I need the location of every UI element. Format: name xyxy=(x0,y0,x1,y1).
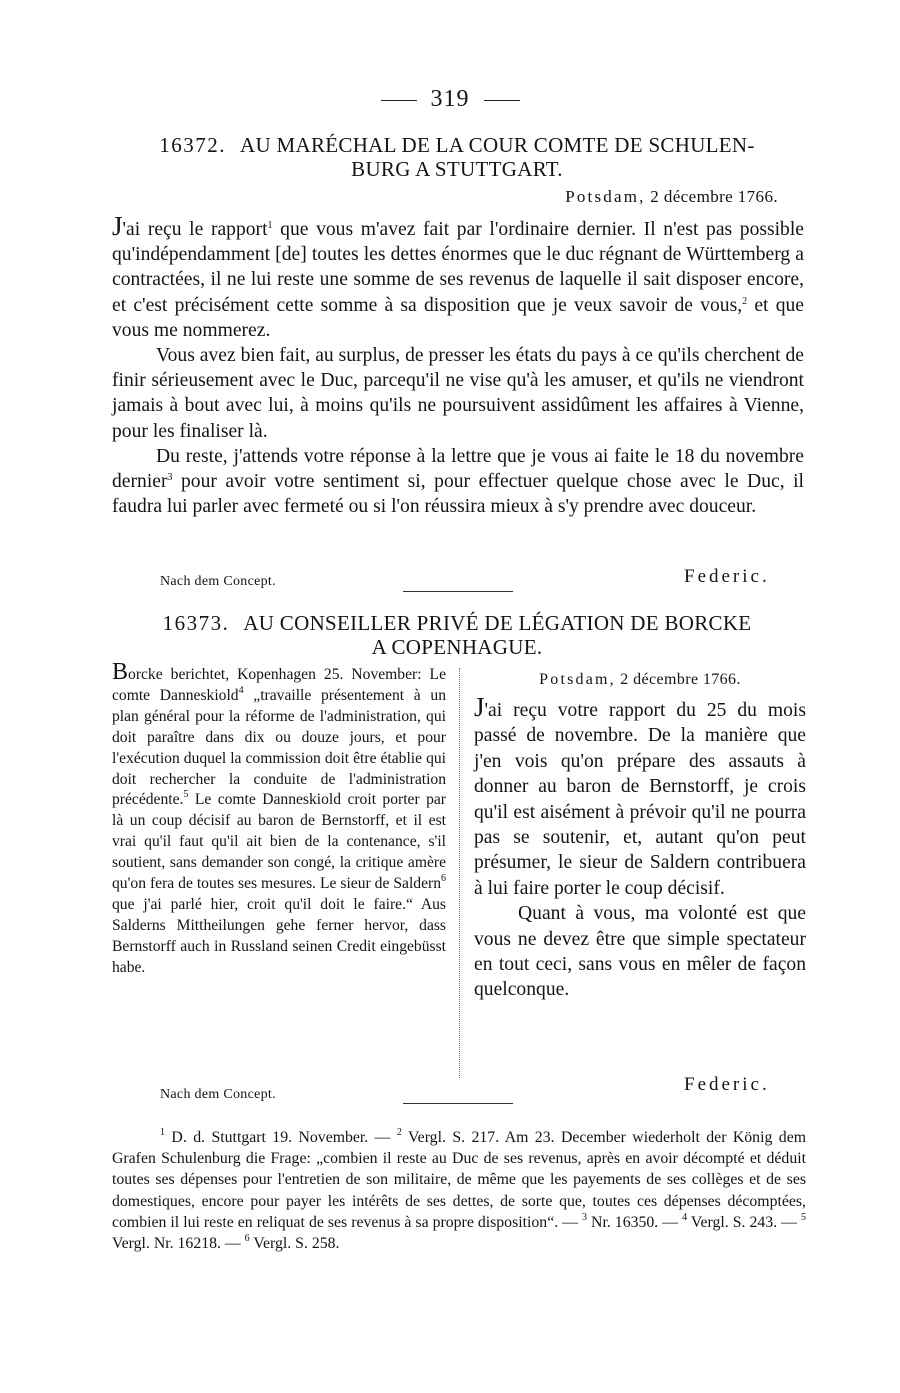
footnote-text: Vergl. S. 217. Am 23. December wiederholt der König dem Grafen Schulenburg die Frage: „combien il reste au Duc de ses revenus, après en avoir décompté et déduit toutes ses dépenses pour l'entretien de son militaire, de même que les payements de ses collèges et de ses domestiques, encore pour payer les intérêts de ses dettes, de sorte que, toutes ces dépenses décomptées, combien il lui reste en reliquat de ses revenus à sa propre disposition“. — xyxy=(112,1129,806,1231)
page-number xyxy=(0,86,900,113)
letter-16373-date: 2 décembre 1766. xyxy=(620,671,741,688)
letter-16373-paragraph-1 xyxy=(474,694,806,901)
page-number-rule-right xyxy=(484,100,520,101)
letter-16372-date: 2 décembre 1766. xyxy=(650,187,778,206)
paragraph-text: que vous m'avez fait par l'ordinaire dernier. Il n'est pas possible qu'indépendamment [de] toutes les dettes énormes que le duc régnant de Württemberg a contractées, il ne lui reste une somme de ses revenus de laquelle il sait disposer encore, et c'est précisément cette somme à sa disposition que je veux savoir de vous, xyxy=(112,219,804,316)
section-divider xyxy=(403,1103,513,1104)
dropcap: B xyxy=(112,659,129,685)
letter-16373-heading xyxy=(112,611,802,659)
footnote-ref: 5 xyxy=(183,789,189,801)
footnote-ref: 4 xyxy=(238,684,244,696)
summary-paragraph xyxy=(112,660,446,979)
letter-16372-title-line2: BURG A STUTTGART. xyxy=(351,157,563,181)
letter-16373-body xyxy=(474,670,806,1003)
footnote-ref: 6 xyxy=(441,873,446,885)
dropcap: J xyxy=(474,692,485,722)
footnote-block xyxy=(112,1127,806,1254)
letter-16372-dateline xyxy=(565,187,778,207)
letter-16372-title-line1 xyxy=(112,133,802,157)
letter-16373-number: 16373. xyxy=(162,611,230,635)
footnote-text: Vergl. S. 258. xyxy=(249,1235,340,1253)
letter-16373-paragraph-2: Quant à vous, ma volonté est que vous ne devez être que simple spectateur en tout ceci, sans vous en mêler de façon quelconque. xyxy=(474,903,806,1001)
footnote-number: 6 xyxy=(244,1233,250,1245)
footnote-number: 3 xyxy=(582,1211,588,1223)
letter-16373-title-line2: A COPENHAGUE. xyxy=(371,635,543,659)
footnote-ref: 3 xyxy=(167,472,173,484)
column-divider xyxy=(459,668,460,1078)
letter-16372-paragraph-1 xyxy=(112,213,804,343)
letter-16373-title-text: AU CONSEILLER PRIVÉ DE LÉGATION DE BORCKE xyxy=(243,611,752,635)
letter-16372-number: 16372. xyxy=(159,133,227,157)
summary-text: Le comte Danneskiold croit porter par là un coup décisif au baron de Bernstorff, et il est vrai qu'il faut qu'il ait bien de la contenance, s'il soutient, sans demander son congé, la critique amère qu'on fera de toutes ses mesures. Le sieur de Saldern xyxy=(112,791,446,893)
letter-16372-title-text: AU MARÉCHAL DE LA COUR COMTE DE SCHULEN- xyxy=(240,133,755,157)
summary-text: que j'ai parlé hier, croit qu'il doit le faire.“ Aus Salderns Mittheilungen gehe ferner hervor, dass Bernstorff auch in Russland seinen Credit eingebüsst habe. xyxy=(112,895,446,976)
paragraph-text: pour avoir votre sentiment si, pour effectuer quelque chose avec le Duc, il faudra lui parler avec fermeté ou si l'on réussira mieux à s'y prendre avec douceur. xyxy=(112,471,804,518)
letter-16372-source: Nach dem Concept. xyxy=(160,574,276,589)
section-divider xyxy=(403,591,513,592)
footnote-number: 5 xyxy=(801,1211,806,1223)
page-number-text: 319 xyxy=(430,86,470,112)
letter-16372-body xyxy=(112,213,804,519)
letter-16372-paragraph-3 xyxy=(112,444,804,520)
letter-16373-date-place: Potsdam, xyxy=(539,671,616,688)
letter-16372-heading xyxy=(112,133,802,181)
letter-16373-source: Nach dem Concept. xyxy=(160,1087,276,1102)
footnote-ref: 2 xyxy=(742,295,748,307)
dropcap: J xyxy=(112,211,123,241)
page-number-rule-left xyxy=(381,100,417,101)
footnote-text: Vergl. S. 243. — xyxy=(687,1213,801,1231)
paragraph-text: Du reste, j'attends votre réponse à la lettre que je vous ai faite le 18 du novembre dernier xyxy=(112,445,804,493)
footnote-ref: 1 xyxy=(267,220,273,231)
paragraph-text: et que vous me nommerez. xyxy=(112,294,805,341)
letter-16373-dateline xyxy=(474,670,806,690)
paragraph-text: 'ai reçu votre rapport du 25 du mois passé de novembre. De la manière que j'en vois qu'on prépare des assauts à donner au baron de Bernstorff, je crois qu'il est aisément à prévoir qu'il ne pourra pas se soutenir, et, autant qu'on peut présumer, le sieur de Saldern contribuera à lui faire porter le coup décisif. xyxy=(474,700,806,899)
footnote-text: Nr. 16350. — xyxy=(587,1213,683,1231)
footnotes xyxy=(112,1127,806,1254)
footnote-text: D. d. Stuttgart 19. November. — xyxy=(165,1129,397,1146)
letter-16373-summary xyxy=(112,660,446,979)
footnote-number: 1 xyxy=(160,1127,165,1138)
footnote-number: 2 xyxy=(396,1127,402,1138)
letter-16373-signature: Federic. xyxy=(684,1074,770,1095)
summary-text: orcke berichtet, Kopenhagen 25. November: Le comte Danneskiold xyxy=(112,666,446,704)
letter-16372-paragraph-2: Vous avez bien fait, au surplus, de presser les états du pays à ce qu'ils cherchent de finir sérieusement avec le Duc, parcequ'il ne vise qu'à les amuser, et qu'ils ne viendront jamais à bout avec lui, à moins qu'ils ne poursuivent assidûment les affaires à Vienne, pour les finaliser là. xyxy=(112,345,804,442)
summary-text: „travaille présentement à un plan général pour la réforme de l'administration, qui doit paraître dans dix ou douze jours, et pour l'exécution duquel la commission doit être établie qui doit rechercher la conduite de l'administration précédente. xyxy=(112,686,446,809)
letter-16372-date-place: Potsdam, xyxy=(565,187,646,206)
footnote-number: 4 xyxy=(682,1211,688,1223)
footnote-text: Vergl. Nr. 16218. — xyxy=(112,1235,245,1253)
letter-16373-title-line1 xyxy=(112,611,802,635)
paragraph-text: 'ai reçu le rapport xyxy=(122,219,268,240)
letter-16372-signature: Federic. xyxy=(684,566,770,587)
